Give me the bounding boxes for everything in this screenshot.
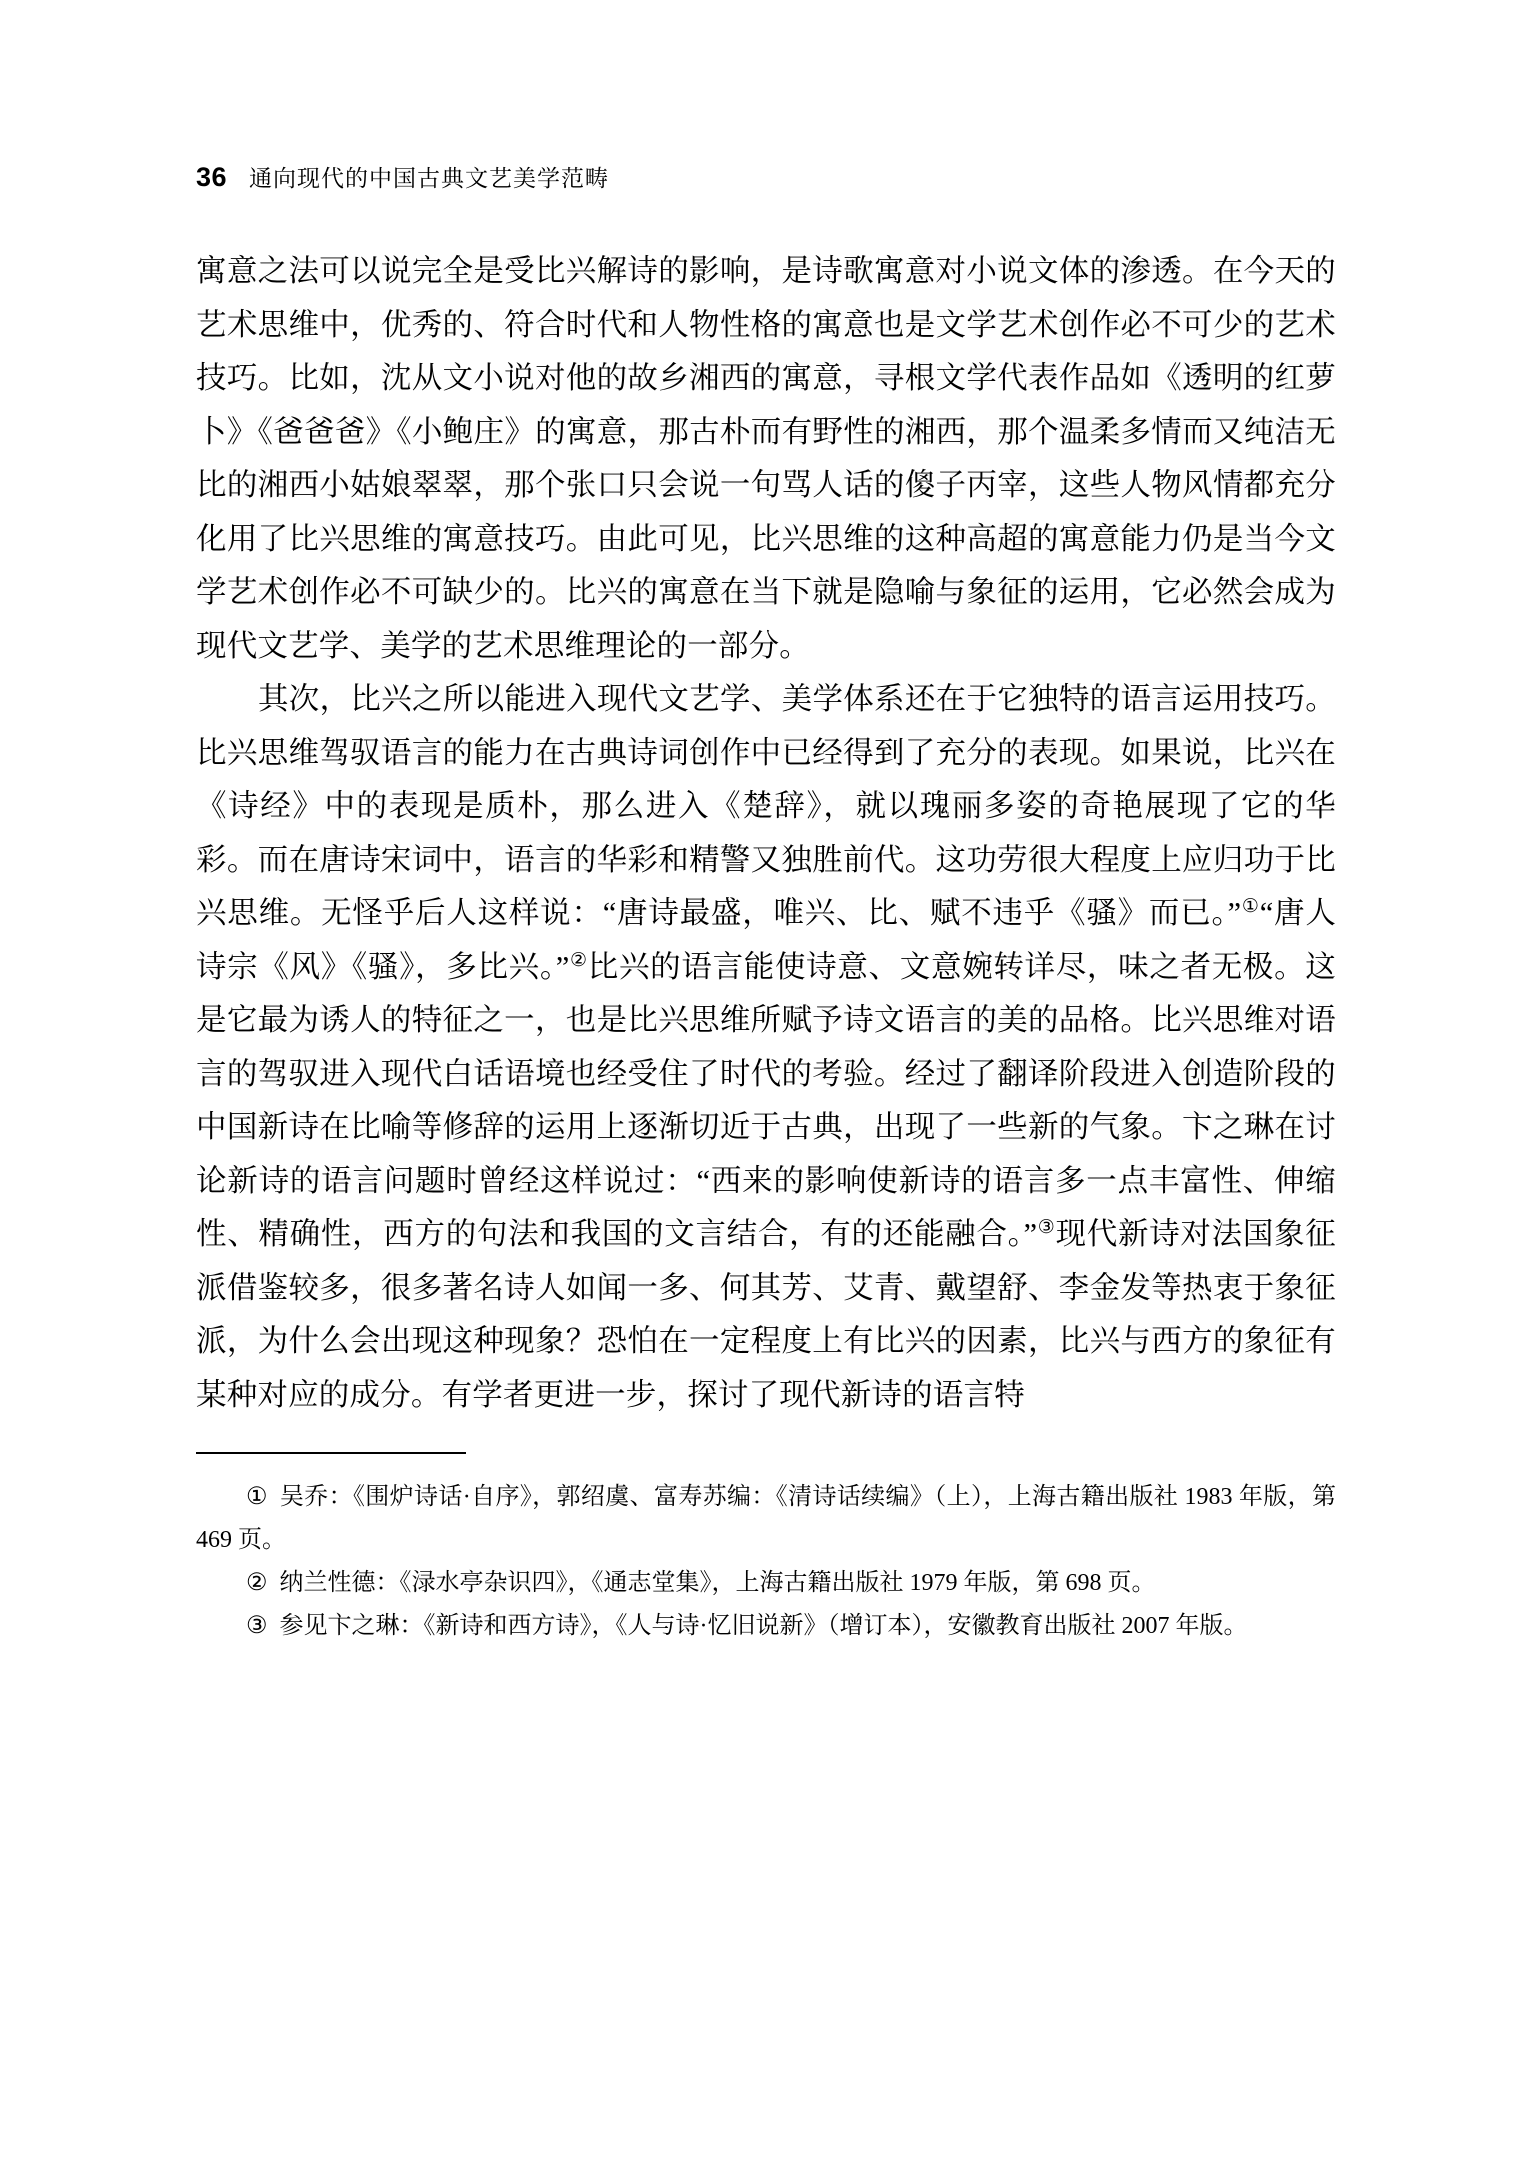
page-content [196,160,1336,1648]
paragraph-2-part-b: “唐人诗宗《风》《骚》，多比兴。” [196,896,1337,984]
footnote-item [196,1476,1336,1562]
body-text [196,245,1336,1422]
footnote-ref-3[interactable]: ③ [1037,1216,1056,1238]
paragraph-2 [196,673,1336,1422]
page-number: 36 [196,162,228,192]
paragraph-1: 寓意之法可以说完全是受比兴解诗的影响，是诗歌寓意对小说文体的渗透。在今天的艺术思维中，优秀的、符合时代和人物性格的寓意也是文学艺术创作必不可少的艺术技巧。比如，沈从文小说对他的故乡湘西的寓意，寻根文学代表作品如《透明的红萝卜》《爸爸爸》《小鲍庄》的寓意，那古朴而有野性的湘西，那个温柔多情而又纯洁无比的湘西小姑娘翠翠，那个张口只会说一句骂人话的傻子丙宰，这些人物风情都充分化用了比兴思维的寓意技巧。由此可见，比兴思维的这种高超的寓意能力仍是当今文学艺术创作必不可缺少的。比兴的寓意在当下就是隐喻与象征的运用，它必然会成为现代文艺学、美学的艺术思维理论的一部分。 [196,254,1336,663]
footnote-ref-1[interactable]: ① [1241,895,1260,917]
running-title: 通向现代的中国古典文艺美学范畴 [249,165,610,191]
footnote-divider [196,1452,466,1454]
footnote-text: 参见卞之琳：《新诗和西方诗》，《人与诗·忆旧说新》（增订本），安徽教育出版社 2007 年版。 [279,1612,1248,1639]
page-header [196,160,1336,193]
footnote-marker: ① [246,1483,268,1510]
footnote-text: 纳兰性德：《渌水亭杂识四》，《通志堂集》，上海古籍出版社 1979 年版，第 698 页。 [279,1569,1156,1596]
paragraph-2-part-d: 现代新诗对法国象征派借鉴较多，很多著名诗人如闻一多、何其芳、艾青、戴望舒、李金发等热衷于象征派，为什么会出现这种现象？恐怕在一定程度上有比兴的因素，比兴与西方的象征有某种对应的成分。有学者更进一步，探讨了现代新诗的语言特 [196,1217,1336,1412]
footnote-text: 吴乔：《围炉诗话·自序》，郭绍虞、富寿苏编：《清诗话续编》（上），上海古籍出版社 1983 年版，第 469 页。 [196,1483,1336,1553]
footnote-item [196,1605,1336,1648]
footnote-list [196,1476,1336,1648]
footnote-ref-2[interactable]: ② [569,949,588,971]
paragraph-2-part-c: 比兴的语言能使诗意、文意婉转详尽，味之者无极。这是它最为诱人的特征之一，也是比兴思维所赋予诗文语言的美的品格。比兴思维对语言的驾驭进入现代白话语境也经受住了时代的考验。经过了翻译阶段进入创造阶段的中国新诗在比喻等修辞的运用上逐渐切近于古典，出现了一些新的气象。卞之琳在讨论新诗的语言问题时曾经这样说过：“西来的影响使新诗的语言多一点丰富性、伸缩性、精确性，西方的句法和我国的文言结合，有的还能融合。” [196,949,1336,1251]
footnote-item [196,1562,1336,1605]
footnote-marker: ② [246,1569,268,1596]
footnote-marker: ③ [246,1612,268,1639]
paragraph-2-part-a: 其次，比兴之所以能进入现代文艺学、美学体系还在于它独特的语言运用技巧。比兴思维驾驭语言的能力在古典诗词创作中已经得到了充分的表现。如果说，比兴在《诗经》中的表现是质朴，那么进入《楚辞》，就以瑰丽多姿的奇艳展现了它的华彩。而在唐诗宋词中，语言的华彩和精警又独胜前代。这功劳很大程度上应归功于比兴思维。无怪乎后人这样说：“唐诗最盛，唯兴、比、赋不违乎《骚》而已。” [196,682,1336,930]
